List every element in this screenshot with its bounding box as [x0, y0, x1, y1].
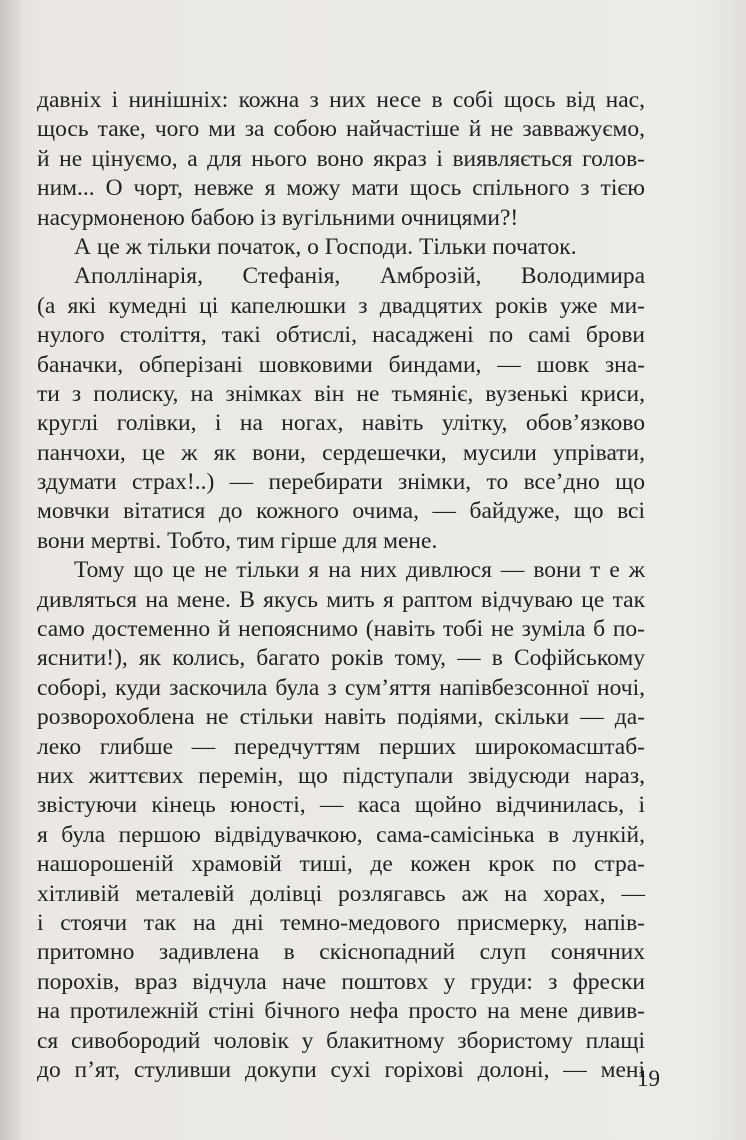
text-line: й не цінуємо, а для нього воно якраз і виявляється голов- — [37, 145, 645, 172]
text-line: і стоячи так на дні темно-медового присмерку, напів- — [37, 909, 645, 936]
text-line: Аполлінарія, Стефанія, Амброзій, Володимира — [74, 263, 645, 290]
text-line: само достеменно й непояснимо (навіть тобі не зуміла б по- — [37, 616, 645, 643]
text-line: звістуючи кінець юності, — каса щойно відчинилась, і — [37, 792, 645, 819]
text-line: ним... О чорт, невже я можу мати щось спільного з тією — [37, 175, 645, 202]
text-line: розворохоблена не стільки навіть подіями, скільки — да- — [37, 704, 645, 731]
text-line: них життєвих перемін, що підступали звідусюди нараз, — [37, 762, 645, 789]
text-line: панчохи, це ж як вони, сердешечки, мусили упрівати, — [37, 439, 645, 466]
text-line: нашорошеній храмовій тиші, де кожен крок по стра- — [37, 851, 645, 878]
text-line: нулого століття, такі обтислі, насаджені по самі брови — [37, 322, 645, 349]
text-line: порохів, враз відчула наче поштовх у груди: з фрески — [37, 968, 645, 995]
text-line: здумати страх!..) — перебирати знімки, то все’дно що — [37, 469, 645, 496]
page-gutter-shadow — [0, 0, 22, 1140]
text-line: до п’ят, стуливши докупи сухі горіхові долоні, — мені — [37, 1056, 645, 1083]
text-line: вони мертві. Тобто, тим гірше для мене. — [37, 527, 438, 554]
text-line: давніх і нинішніх: кожна з них несе в собі щось від нас, — [37, 87, 645, 113]
text-line: А це ж тільки початок, о Господи. Тільки початок. — [74, 233, 577, 260]
text-line: Тому що це не тільки я на них дивлюся — вони т е ж — [74, 557, 645, 584]
text-line: на протилежній стіні бічного нефа просто на мене дивив- — [37, 998, 645, 1025]
text-line: дивляться на мене. В якусь мить я раптом відчуваю це так — [37, 586, 645, 613]
text-line: я була першою відвідувачкою, сама-самісінька в лункій, — [37, 821, 645, 848]
body-text — [37, 86, 645, 1085]
text-line: ся сивобородий чоловік у блакитному збористому плащі — [37, 1027, 645, 1054]
page-number: 19 — [637, 1066, 660, 1091]
text-line: яснити!), як колись, багато років тому, — в Софійському — [37, 645, 645, 672]
text-line: ти з полиску, на знімках він не тьмяніє, вузенькі криси, — [37, 380, 645, 407]
text-line: насурмоненою бабою із вугільними очницями?! — [37, 204, 519, 231]
text-line: щось таке, чого ми за собою найчастіше й не завважуємо, — [37, 116, 645, 143]
text-line: леко глибше — передчуттям перших широкомасштаб- — [37, 733, 645, 760]
text-line: круглі голівки, і на ногах, навіть улітку, обов’язково — [37, 410, 645, 437]
text-line: мовчки вітатися до кожного очима, — байдуже, що всі — [37, 498, 645, 525]
text-line: соборі, куди заскочила була з сум’яття напівбезсонної ночі, — [37, 674, 645, 701]
text-line: баначки, обперізані шовковими биндами, — шовк зна- — [37, 351, 645, 378]
text-line: хітливій металевій долівці розлягавсь аж на хорах, — — [37, 880, 645, 907]
text-line: притомно задивлена в скіснопадний слуп сонячних — [37, 939, 645, 966]
text-line: (а які кумедні ці капелюшки з двадцятих років уже ми- — [37, 292, 645, 319]
